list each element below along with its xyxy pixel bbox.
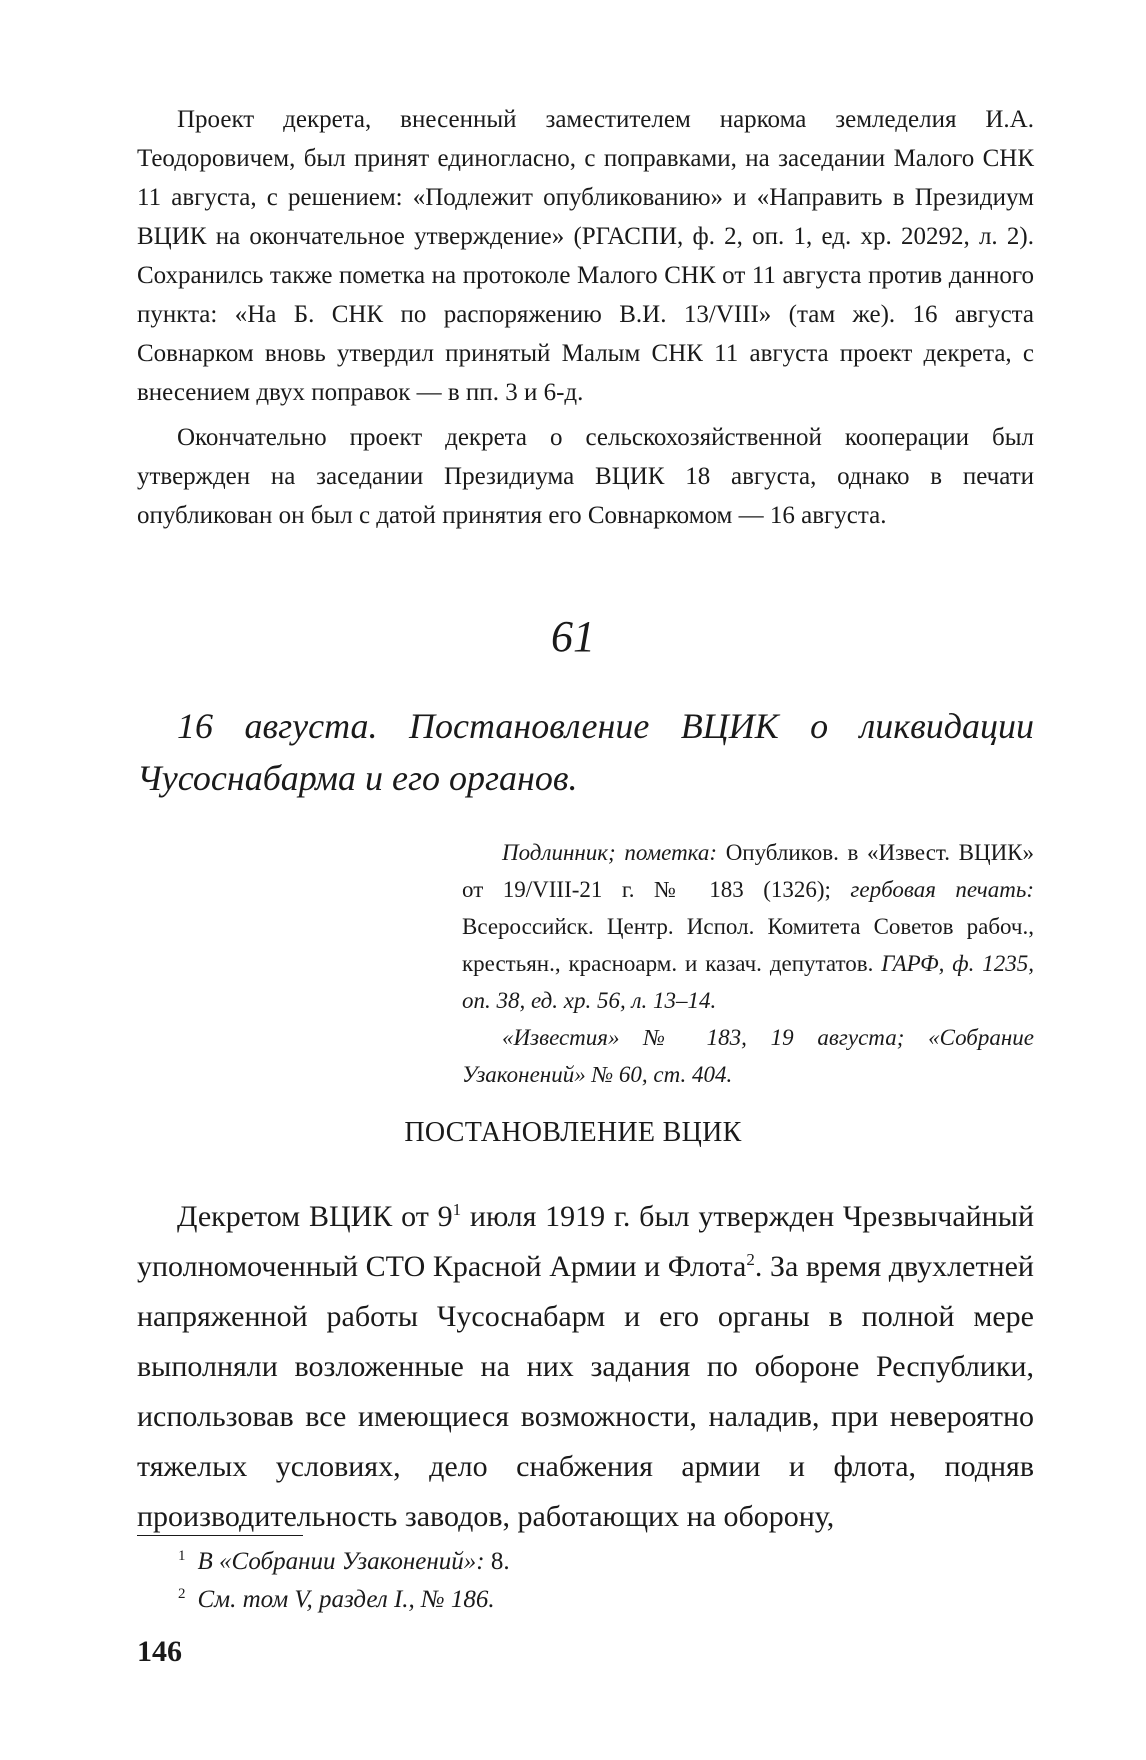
source-publication-text: «Известия» № 183, 19 августа; «Собрание Узаконений» № 60, ст. 404. (462, 1025, 1034, 1087)
source-reference (462, 834, 1034, 1093)
source-label-original: Подлинник; пометка: (502, 840, 718, 865)
footnote-ref-2[interactable]: 2 (746, 1250, 755, 1269)
editorial-note (137, 100, 1034, 535)
footnote-divider (137, 1535, 303, 1536)
body-part-3: . За время двухлетней напряженной работы Чусоснабарм и его органы в полной мере выполняли возложенные на них задания по обороне Республики, использовав все имеющиеся возможности, наладив, при невероятно тяжелых условиях, дело снабжения армии и флота, подняв производительность заводов, работающих на оборону, (137, 1250, 1034, 1533)
footnotes (178, 1543, 978, 1619)
body-part-1: Декретом ВЦИК от 9 (177, 1200, 453, 1233)
footnote-ref-1[interactable]: 1 (452, 1200, 462, 1219)
note-paragraph: Окончательно проект декрета о сельскохозяйственной кооперации был утвержден на заседании Президиума ВЦИК 18 августа, однако в печати опубликован он был с датой принятия его Совнаркомом — 16 августа. (137, 424, 1034, 529)
footnote-mark: 2 (178, 1585, 186, 1602)
source-publication (462, 1019, 1034, 1093)
footnote-1 (178, 1543, 978, 1581)
footnote-mark: 1 (178, 1547, 186, 1564)
decree-body (137, 1192, 1034, 1542)
page-number: 146 (137, 1635, 182, 1668)
footnote-2 (178, 1581, 978, 1619)
footnote-text: См. том V, раздел I., № 186. (197, 1586, 495, 1613)
document-number: 61 (551, 612, 595, 661)
source-archive: ГАРФ, ф. 1235, оп. 38, ед. хр. 56, л. 13–14. (462, 951, 1035, 1013)
body-part-2: июля 1919 г. был утвержден Чрезвычайный уполномоченный СТО Красной Армии и Флота (137, 1200, 1035, 1283)
source-label-seal: гербовая печать: (850, 877, 1035, 902)
document-heading: 16 августа. Постановление ВЦИК о ликвидации Чусоснабарма и его органов. (137, 706, 1034, 798)
section-title: ПОСТАНОВЛЕНИЕ ВЦИК (404, 1117, 742, 1148)
source-text-seal: Всероссийск. Центр. Испол. Комитета Советов рабоч., крестьян., красноарм. и казач. депутатов. (462, 914, 1034, 976)
source-text-original: Опубликов. в «Извест. ВЦИК» от 19/VIII-21 г. № 183 (1326); (462, 840, 1035, 902)
footnote-value: 8. (484, 1548, 510, 1575)
footnote-text: В «Собрании Узаконений»: (197, 1548, 485, 1575)
source-original (462, 834, 1034, 1019)
note-paragraph: Проект декрета, внесенный заместителем наркома земледелия И.А. Теодоровичем, был принят единогласно, с поправками, на заседании Малого СНК 11 августа, с решением: «Подлежит опубликованию» и «Направить в Президиум ВЦИК на окончательное утверждение» (РГАСПИ, ф. 2, оп. 1, ед. хр. 20292, л. 2). Сохранилсь также пометка на протоколе Малого СНК от 11 августа против данного пункта: «На Б. СНК по распоряжению В.И. 13/VIII» (там же). 16 августа Совнарком вновь утвердил принятый Малым СНК 11 августа проект декрета, с внесением двух поправок — в пп. 3 и 6-д. (137, 106, 1034, 406)
